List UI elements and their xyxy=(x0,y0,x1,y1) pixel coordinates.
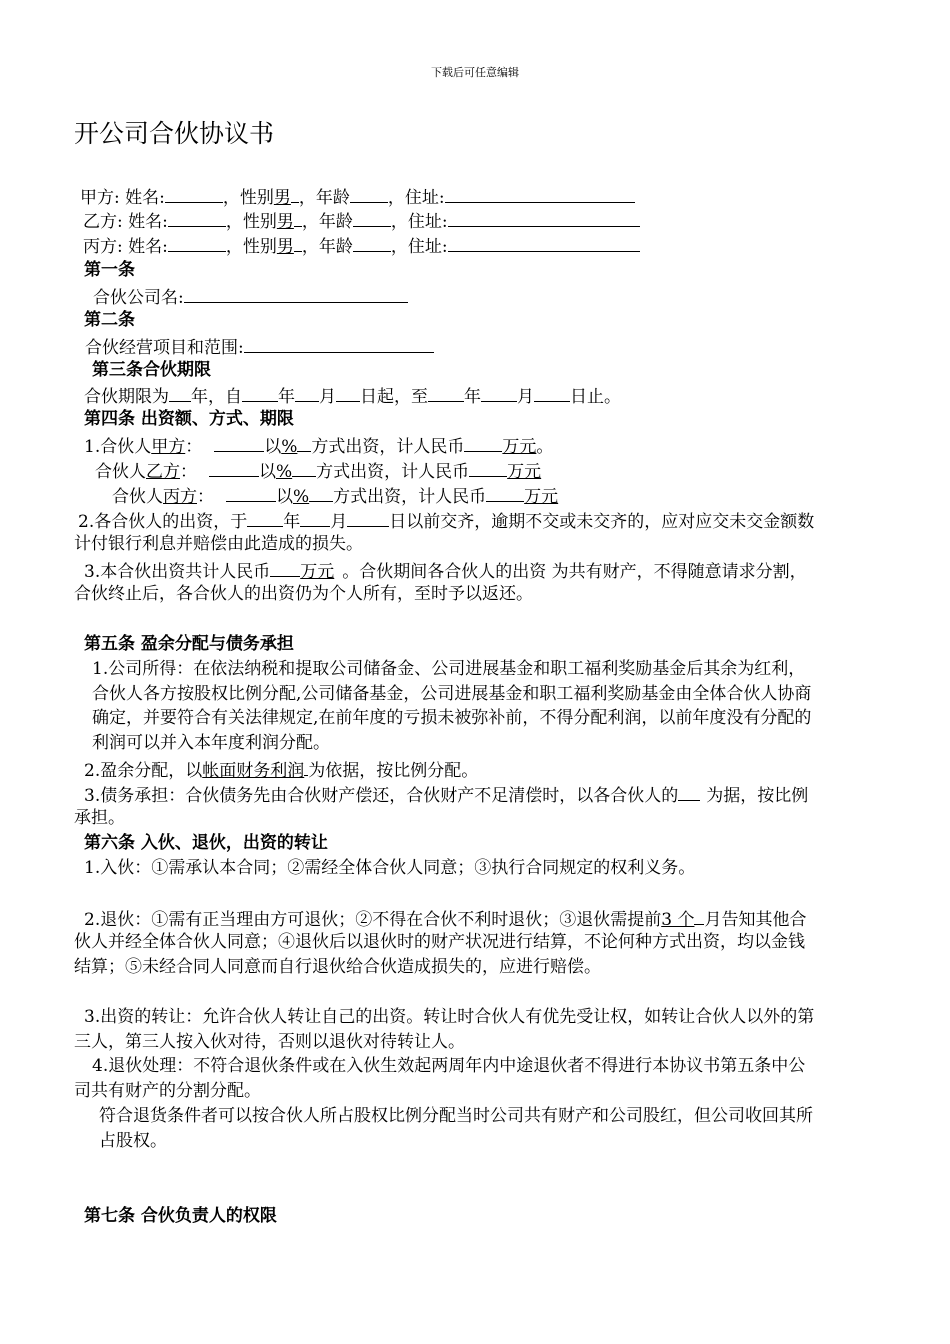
article-5-para-3-line-1: 3.债务承担：合伙债务先由合伙财产偿还，合伙财产不足清偿时，以各合伙人的 为据，按比例 xyxy=(84,782,808,807)
article-5-heading: 第五条 盈余分配与债务承担 xyxy=(84,634,294,654)
article-5-para-1-line-2: 合伙人各方按股权比例分配,公司储备基金，公司进展基金和职工福利奖励基金由全体合伙人协商 xyxy=(92,684,812,704)
business-scope-blank[interactable] xyxy=(244,334,434,353)
article-1-heading: 第一条 xyxy=(84,260,135,280)
article-7-heading: 第七条 合伙负责人的权限 xyxy=(84,1206,277,1226)
article-3-heading: 第三条合伙期限 xyxy=(92,360,211,380)
article-6-para-5-line-2: 占股权。 xyxy=(99,1131,167,1151)
article-1-body: 合伙公司名: xyxy=(93,284,408,309)
article-4-para-2-line-1: 2.各合伙人的出资，于 年 月 日以前交齐，逾期不交或未交齐的，应对应交未交金额数 xyxy=(78,508,814,533)
contribution-party-a: 1.合伙人甲方： 以% 方式出资，计人民币 万元。 xyxy=(84,433,553,458)
article-5-para-3-line-2: 承担。 xyxy=(74,808,125,828)
article-3-body: 合伙期限为 年，自 年 月 日起，至 年 月 日止。 xyxy=(84,383,621,408)
article-4-para-3-line-1: 3.本合伙出资共计人民币 万元 。合伙期间各合伙人的出资 为共有财产，不得随意请求分割， xyxy=(84,558,807,583)
page-header: 下载后可任意编辑 xyxy=(431,66,519,79)
article-6-para-5-line-1: 符合退货条件者可以按合伙人所占股权比例分配当时公司共有财产和公司股红，但公司收回其所 xyxy=(99,1106,813,1126)
article-5-para-1-line-4: 利润可以并入本年度利润分配。 xyxy=(92,733,330,753)
article-6-para-2-line-1: 2.退伙：①需有正当理由方可退伙；②不得在合伙不利时退伙；③退伙需提前3 个 月告知其他合 xyxy=(84,906,806,931)
contribution-party-b: 合伙人乙方： 以% 方式出资，计人民币 万元 xyxy=(95,458,541,483)
address-blank[interactable] xyxy=(445,184,635,203)
article-4-para-2-line-2: 计付银行利息并赔偿由此造成的损失。 xyxy=(74,534,363,554)
party-c-line: 丙方: 姓名: ，性别男 ，年龄 ，住址: xyxy=(83,233,640,258)
age-blank[interactable] xyxy=(353,233,391,252)
article-6-para-2-line-3: 结算；⑤未经合同人同意而自行退伙给合伙造成损失的，应进行赔偿。 xyxy=(74,957,601,977)
article-6-para-2-line-2: 伙人并经全体合伙人同意；④退伙后以退伙时的财产状况进行结算，不论何种方式出资，均以金钱 xyxy=(74,932,805,952)
article-6-para-4-line-1: 4.退伙处理：不符合退伙条件或在入伙生效起两周年内中途退伙者不得进行本协议书第五条中公 xyxy=(92,1056,806,1076)
party-a-line: 甲方: 姓名: ，性别男 ，年龄 ，住址: xyxy=(80,184,635,209)
document-title: 开公司合伙协议书 xyxy=(74,119,275,148)
article-6-para-4-line-2: 司共有财产的分割分配。 xyxy=(74,1081,261,1101)
name-blank[interactable] xyxy=(168,233,226,252)
article-4-para-3-line-2: 合伙终止后，各合伙人的出资仍为个人所有，至时予以返还。 xyxy=(74,584,533,604)
party-b-line: 乙方: 姓名: ，性别男 ，年龄 ，住址: xyxy=(83,208,640,233)
name-blank[interactable] xyxy=(168,208,226,227)
article-6-para-3-line-2: 三人，第三人按入伙对待，否则以退伙对待转让人。 xyxy=(74,1032,465,1052)
contribution-party-c: 合伙人丙方： 以% 方式出资，计人民币 万元 xyxy=(112,483,558,508)
article-2-body: 合伙经营项目和范围: xyxy=(85,334,434,359)
article-4-heading: 第四条 出资额、方式、期限 xyxy=(84,409,294,429)
article-6-para-1: 1.入伙：①需承认本合同；②需经全体合伙人同意；③执行合同规定的权利义务。 xyxy=(84,858,696,878)
gender-value: 男 xyxy=(273,188,291,208)
age-blank[interactable] xyxy=(353,208,391,227)
article-5-para-1-line-3: 确定，并要符合有关法律规定,在前年度的亏损未被弥补前，不得分配利润，以前年度没有分配的 xyxy=(92,708,812,728)
article-6-heading: 第六条 入伙、退伙，出资的转让 xyxy=(84,833,328,853)
article-6-para-3-line-1: 3.出资的转让：允许合伙人转让自己的出资。转让时合伙人有优先受让权，如转让合伙人以外的第 xyxy=(84,1007,815,1027)
gender-value: 男 xyxy=(276,212,294,232)
article-2-heading: 第二条 xyxy=(84,310,135,330)
article-5-para-1-line-1: 1.公司所得：在依法纳税和提取公司储备金、公司进展基金和职工福利奖励基金后其余为红利， xyxy=(92,659,806,679)
address-blank[interactable] xyxy=(448,208,640,227)
age-blank[interactable] xyxy=(350,184,388,203)
gender-value: 男 xyxy=(276,237,294,257)
article-5-para-2: 2.盈余分配，以帐面财务利润 为依据，按比例分配。 xyxy=(84,757,478,782)
address-blank[interactable] xyxy=(448,233,640,252)
name-blank[interactable] xyxy=(165,184,223,203)
company-name-blank[interactable] xyxy=(184,284,408,303)
